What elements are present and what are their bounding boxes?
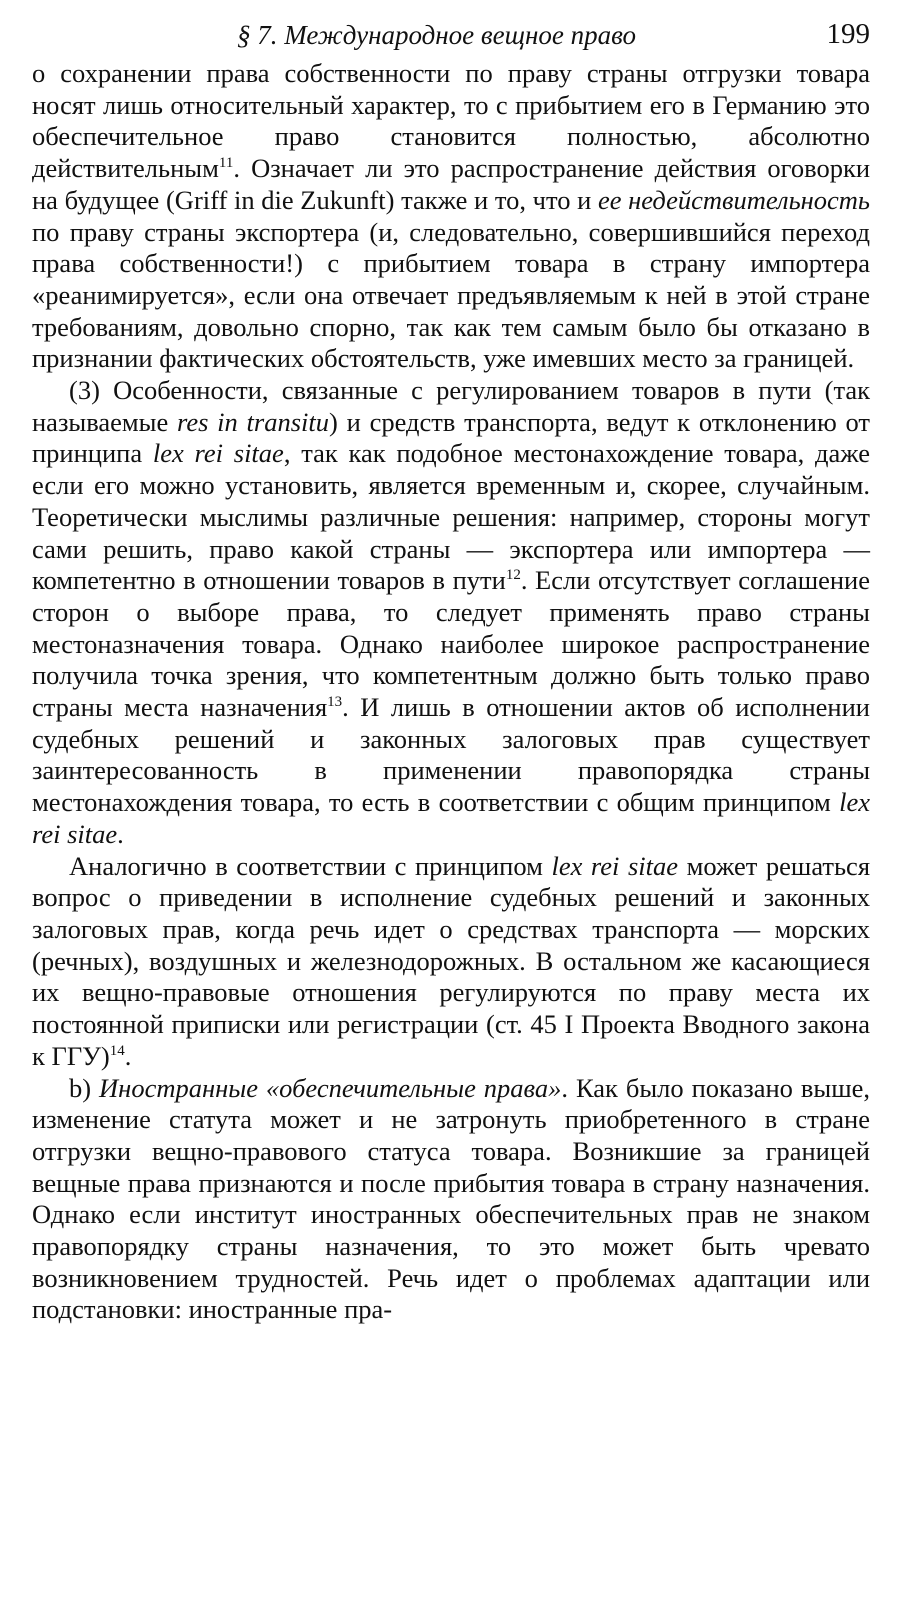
italic-text: lex rei sitae xyxy=(551,850,679,881)
text-run: b) xyxy=(69,1072,100,1103)
text-run: . Означает ли это распространение действия оговорки на будущее (Griff in die Zukunft) также и то, что и xyxy=(32,153,870,215)
paragraph xyxy=(32,58,870,375)
text-run: . Если отсутствует соглашение сторон о выборе права, то следует применять право страны местоназначения товара. Однако наиболее широкое распространение получила точка зрения, что компетентным должно быть только право страны места назначения xyxy=(32,565,871,723)
italic-text: ее недействительность xyxy=(597,184,870,215)
text-run: , так как подобное местонахождение товара, даже если его можно установить, является временным и, скорее, случайным. Теоретически мыслимы различные решения: например, стороны могут сами решить, право какой страны — экспортера или импортера — компетентно в отношении товаров в пути xyxy=(32,438,871,596)
running-title: § 7. Международное вещное право xyxy=(237,20,636,50)
text-run: . Как было показано выше, изменение статута может и не затронуть приобретенного в стране отгрузки вещно-правового статуса товара. Возникшие за границей вещные права признаются и после прибытия товара в страну назначения. Однако если институт иностранных обеспечительных прав не знаком правопорядку страны назначения, то это может быть чревато возникновением трудностей. Речь идет о проблемах адаптации или подстановки: иностранные пра- xyxy=(32,1072,870,1325)
body-text xyxy=(32,58,870,1326)
text-run: по праву страны экспортера (и, следовательно, совершившийся переход права собственности!) с прибытием товара в страну импортера «реанимируется», если она отвечает предъявляемым к ней в этой стране требованиям, довольно спорно, так как тем самым было бы отказано в признании фактических обстоятельств, уже имевших место за границей. xyxy=(32,216,870,374)
footnote-marker: 11 xyxy=(218,155,234,172)
italic-text: lex rei sitae xyxy=(32,787,870,849)
italic-text: res in transitu xyxy=(177,406,330,437)
paragraph xyxy=(32,851,870,1073)
text-run: ) и средств транспорта, ведут к отклонению от принципа xyxy=(32,406,870,469)
text-run: . И лишь в отношении актов об исполнении судебных решений и законных залоговых прав существует заинтересованность в применении правопорядка страны местонахождения товара, то есть в соответствии с общим принципом xyxy=(32,692,870,818)
text-run: . xyxy=(117,818,124,849)
footnote-marker: 14 xyxy=(109,1042,125,1059)
footnote-marker: 13 xyxy=(327,694,343,711)
paragraph xyxy=(32,375,870,851)
italic-text: Иностранные «обеспечительные права» xyxy=(99,1072,562,1103)
text-run: о сохранении права собственности по праву страны отгрузки товара носят лишь относительный характер, то с прибытием его в Германию это обеспечительное право становится полностью, абсолютно действительным xyxy=(32,58,870,184)
footnote-marker: 12 xyxy=(505,567,521,584)
page-number: 199 xyxy=(826,18,870,50)
page-header xyxy=(32,14,870,58)
text-run: (3) Особенности, связанные с регулированием товаров в пути (так называемые xyxy=(32,375,870,437)
italic-text: lex rei sitae xyxy=(152,438,284,469)
text-run: может решаться вопрос о приведении в исполнение судебных решений и законных залоговых прав, когда речь идет о средствах транспорта — морских (речных), воздушных и железнодорожных. В остальном же касающиеся их вещно-правовые отношения регулируются по праву места их постоянной приписки или регистрации (ст. 45 I Проекта Вводного закона к ГГУ) xyxy=(32,850,871,1071)
text-run: . xyxy=(124,1040,132,1071)
text-run: Аналогично в соответствии с принципом xyxy=(69,850,552,881)
book-page xyxy=(32,14,870,1326)
paragraph xyxy=(32,1073,870,1327)
